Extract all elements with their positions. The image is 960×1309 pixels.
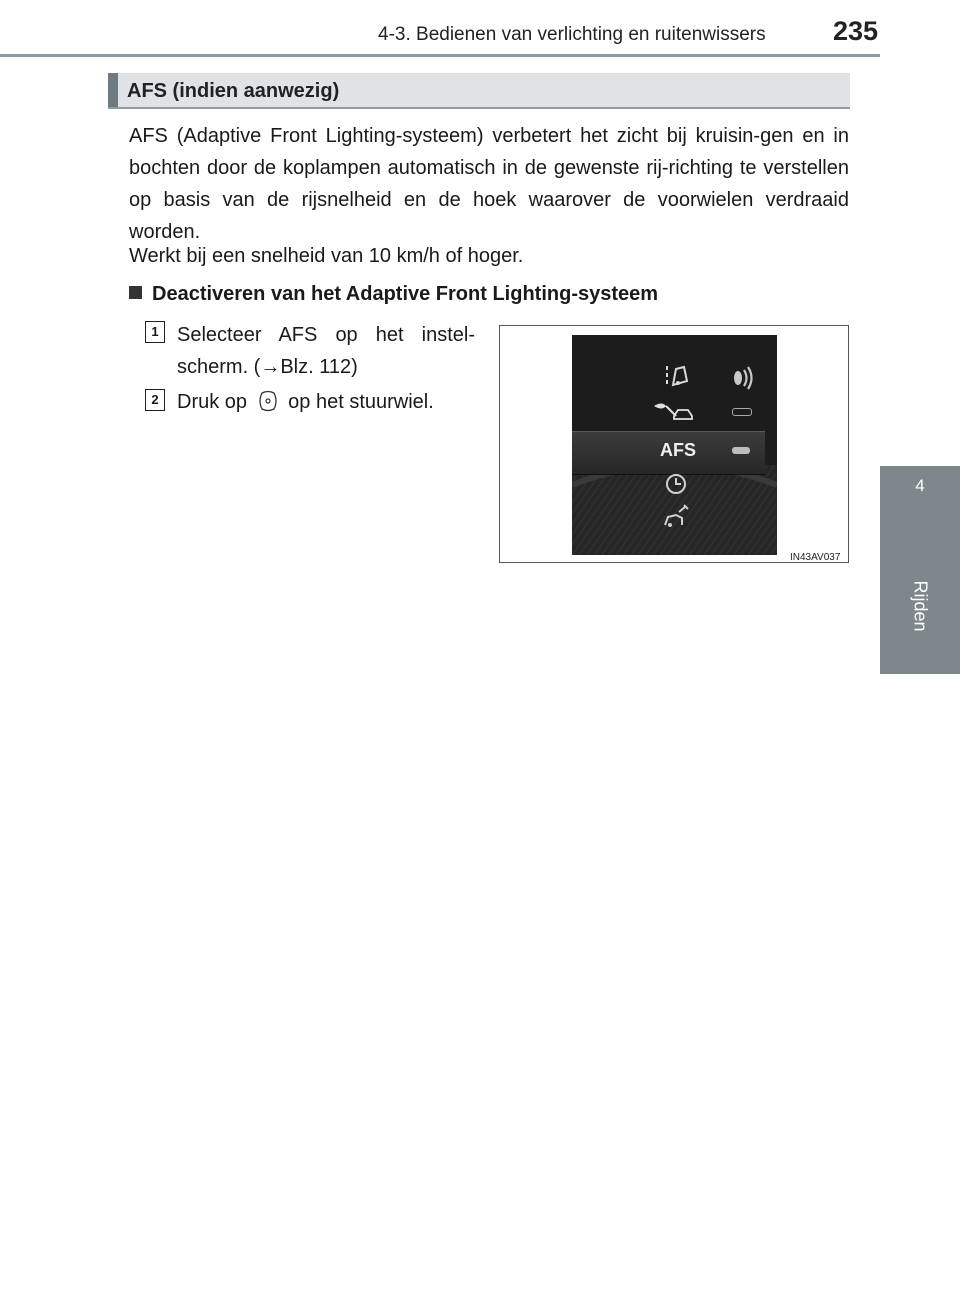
chapter-name: Rijden	[910, 580, 931, 632]
step-1-line-1: Selecteer AFS op het instel-	[177, 324, 475, 346]
step-2-after-icon: op het stuurwiel.	[288, 391, 434, 413]
section-accent	[108, 73, 118, 109]
lane-assist-icon	[664, 363, 694, 389]
header-rule	[0, 54, 880, 57]
section-underline	[108, 107, 850, 109]
subsection-title-text: Deactiveren van het Adaptive Front Lighting-systeem	[152, 283, 659, 305]
multi-info-display	[572, 335, 777, 555]
step-number-1: 1	[145, 321, 165, 343]
subsection-title	[129, 283, 658, 306]
afs-menu-label: AFS	[660, 440, 696, 460]
step-number-2: 2	[145, 389, 165, 411]
section-heading-bar	[108, 73, 850, 109]
section-title: AFS (indien aanwezig)	[127, 80, 340, 102]
steering-wheel-button-icon	[257, 390, 279, 412]
chapter-side-tab	[880, 466, 960, 674]
figure-code: IN43AV037	[790, 552, 841, 563]
headlight-car-icon	[652, 400, 696, 422]
step-2-text	[177, 386, 475, 418]
step-1-text	[177, 319, 475, 383]
header-title: 4-3. Bedienen van verlichting en ruitenwissers	[378, 24, 766, 45]
toggle-on-indicator	[732, 447, 750, 454]
step-2-before-icon: Druk op	[177, 391, 248, 413]
square-bullet-icon	[129, 286, 142, 299]
chapter-number: 4	[915, 476, 925, 495]
page-number: 235	[833, 16, 879, 46]
step-1-line-2: scherm. (→Blz. 112)	[177, 356, 358, 378]
display-illustration	[499, 325, 849, 563]
clock-icon	[664, 472, 688, 496]
section-paragraph: AFS (Adaptive Front Lighting-systeem) verbetert het zicht bij kruisin-gen en in bochten door de koplampen automatisch in de gewenste rij-richting te verstellen op basis van de rijsnelheid en de hoek waarover de voorwielen verdraaid worden.	[129, 125, 849, 243]
wrench-car-icon	[662, 503, 692, 529]
toggle-off-indicator	[732, 408, 752, 416]
sound-icon	[732, 365, 756, 391]
speed-note: Werkt bij een snelheid van 10 km/h of hoger.	[129, 245, 524, 267]
